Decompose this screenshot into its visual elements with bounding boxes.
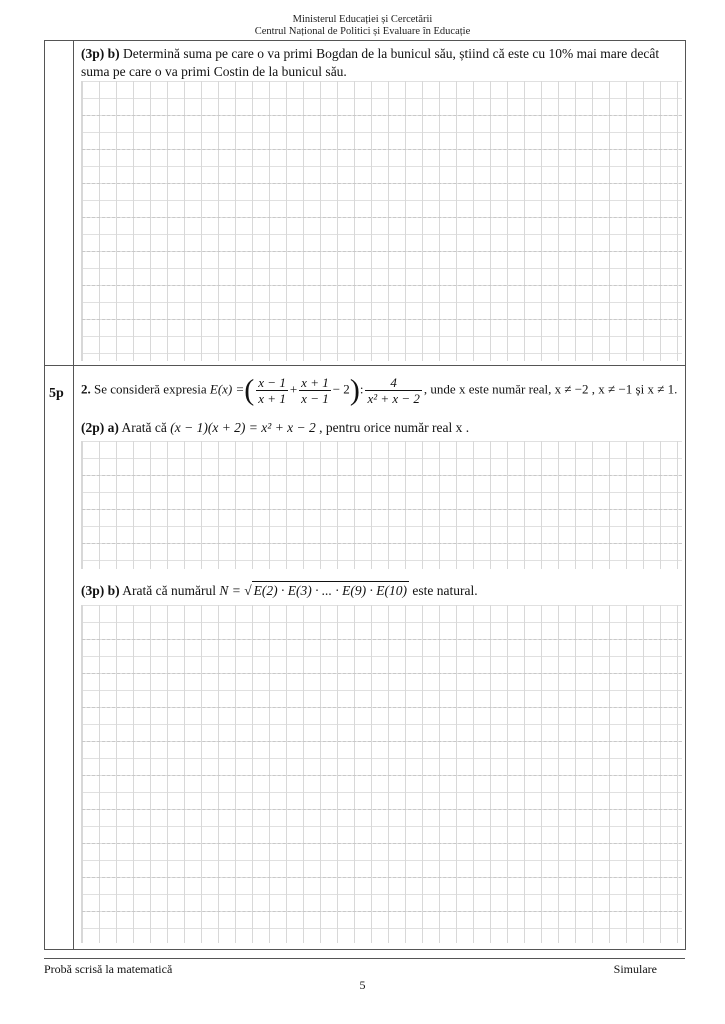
grid-dashed-line [82,843,682,844]
grid-dashed-line [82,475,682,476]
section-divider [45,365,685,366]
grid-dashed-line [82,285,682,286]
grid-dashed-line [82,707,682,708]
task2b-text-post: este natural. [412,583,478,598]
task2a-text-pre: Arată că [121,420,167,435]
center-name: Centrul Național de Politici și Evaluare în Educație [254,26,471,37]
expression-lhs: E(x) = [209,381,245,397]
document-header [0,14,725,38]
footer-rule [44,958,685,959]
divide-sign: : [359,381,364,397]
grid-dashed-line [82,509,682,510]
left-paren: ( [244,373,255,407]
answer-grid-1b[interactable] [81,81,682,361]
sqrt-sign: √ [244,583,252,598]
grid-dashed-line [82,809,682,810]
grid-dashed-line [82,741,682,742]
grid-dashed-line [82,673,682,674]
right-paren: ) [349,373,360,407]
answer-frame [44,40,686,950]
task2a-text-post: , pentru orice număr real x . [319,420,470,435]
grid-dashed-line [82,639,682,640]
grid-dashed-line [82,877,682,878]
footer-exam-name: Probă scrisă la matematică [44,962,173,976]
task2a-statement [81,419,679,437]
task2-intro: Se consideră expresia [94,381,207,397]
task2a-label: (2p) a) [81,420,119,435]
task1b-text: Determină suma pe care o va primi Bogdan de la bunicul său, știind că este cu 10% mai mare decât suma pe care o va primi Costin de la bunicul său. [81,46,660,79]
task2b-radicand: E(2) · E(3) · ... · E(9) · E(10) [253,583,407,598]
grid-dashed-line [82,543,682,544]
task2b-statement [81,581,679,600]
answer-grid-2b[interactable] [81,605,682,943]
grid-dashed-line [82,149,682,150]
task2b-text-pre: Arată că numărul [122,583,216,598]
task2a-identity: (x − 1)(x + 2) = x² + x − 2 [170,420,316,435]
grid-dashed-line [82,251,682,252]
grid-dashed-line [82,217,682,218]
minus-two: − 2 [332,381,350,397]
grid-dashed-line [82,183,682,184]
grid-dashed-line [82,911,682,912]
task2-number: 2. [81,381,91,397]
domain-condition: , unde x este număr real, x ≠ −2 , x ≠ −1 și x ≠ 1. [423,381,678,397]
answer-grid-2a[interactable] [81,441,682,569]
ministry-name: Ministerul Educației și Cercetării [292,14,433,25]
task1b-statement [81,45,679,81]
task2b-label: (3p) b) [81,583,120,598]
task2b-lhs: N = [219,583,241,598]
page-number: 5 [359,978,366,992]
grid-dashed-line [82,319,682,320]
grid-dashed-line [82,115,682,116]
fraction-3: $\frac{4}{\text{x² + x − 2}}$ [367,375,420,406]
fraction-2: $\frac{x + 1}{x - 1}$ [301,375,329,406]
points-column-divider [73,41,74,949]
grid-dashed-line [82,775,682,776]
fraction-1: $\frac{x - 1}{x + 1}$ [258,375,286,406]
task1b-label: (3p) b) [81,46,120,61]
task2-points: 5p [49,386,64,401]
task2-statement: 2. Se consideră expresia E(x) =( $\frac{x - 1}{x + 1}$ + $\frac{x + 1}{x - 1}$ − 2): $\frac{4}{\text{x² + x − 2}}$ , unde x este număr real, x ≠ −2 , x ≠ −1 și x ≠ 1. [81,373,678,407]
footer-session: Simulare [613,962,657,976]
